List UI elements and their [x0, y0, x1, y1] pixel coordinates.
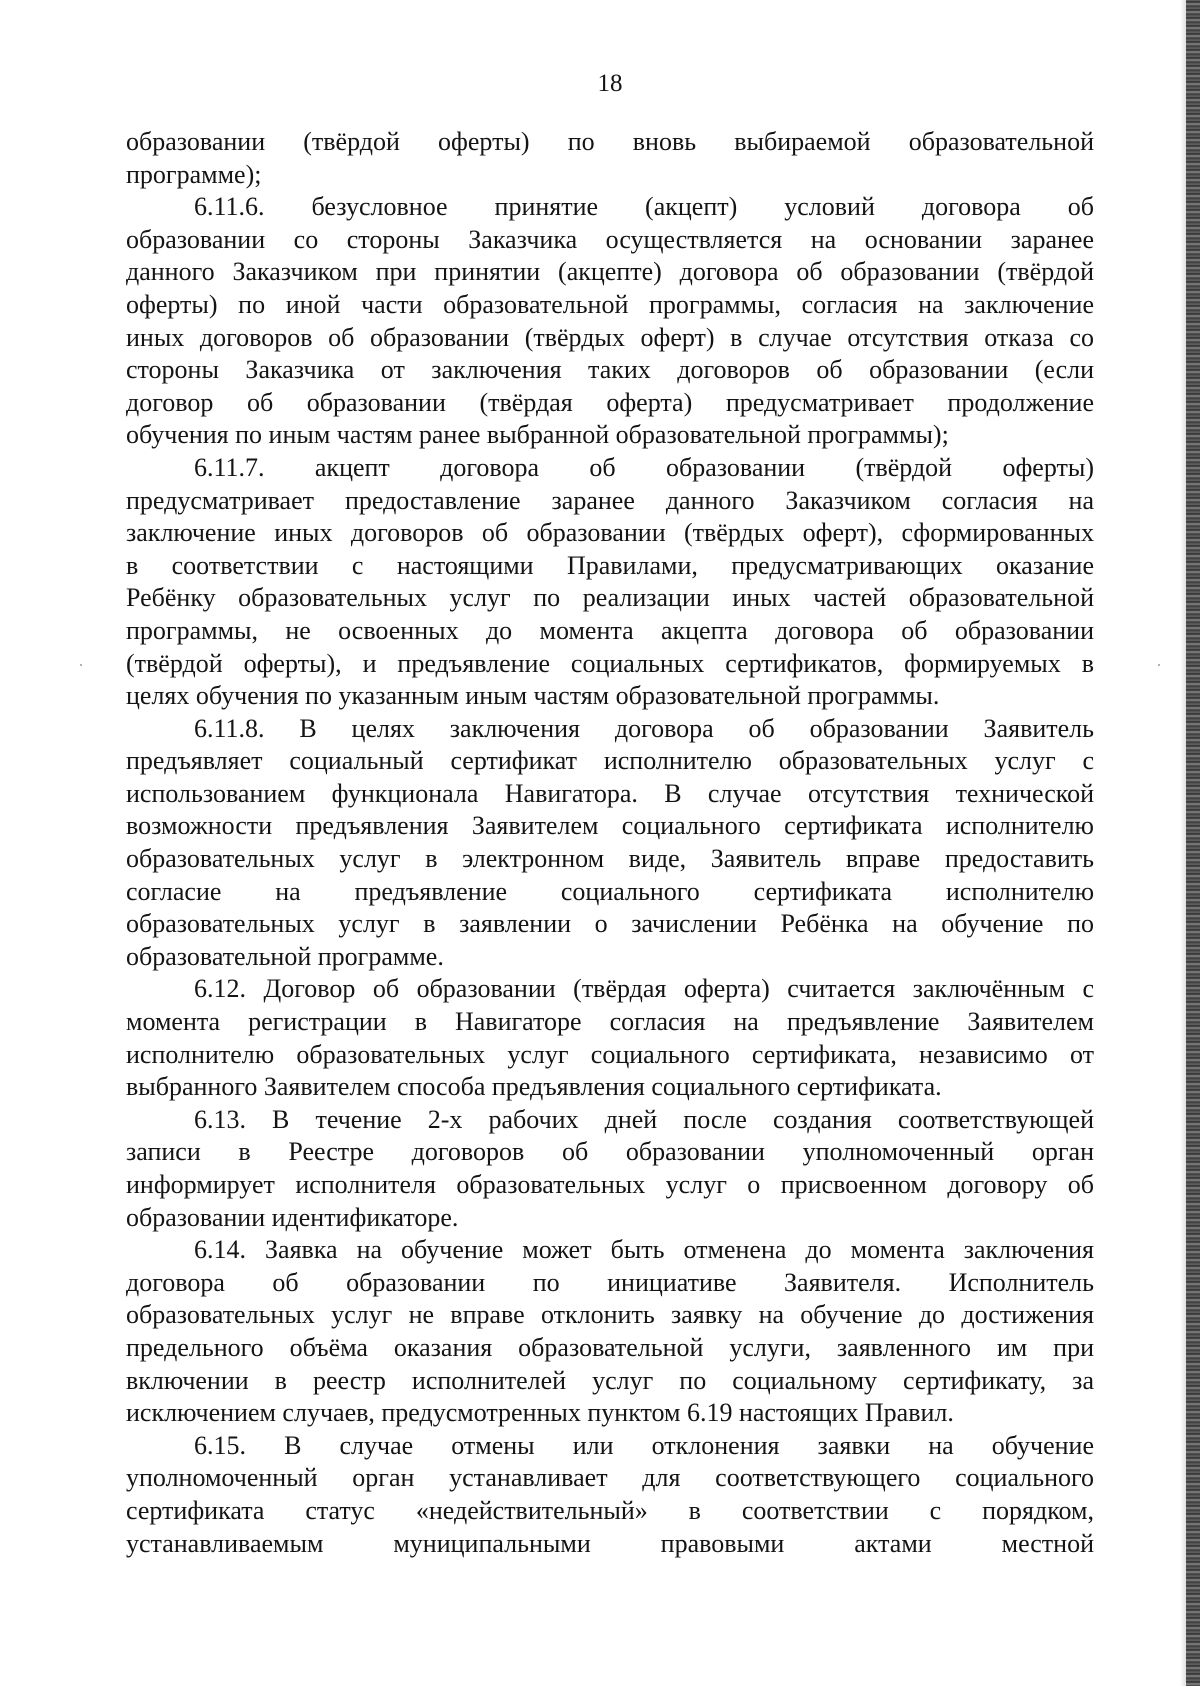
text-line: информирует исполнителя образовательных услуг о присвоенном договору об [126, 1170, 1094, 1199]
text-line: выбранного Заявителем способа предъявления социального сертификата. [126, 1072, 942, 1102]
text-line: сертификата статус «недействительный» в соответствии с порядком, [126, 1495, 1094, 1525]
text-line: образовании со стороны Заказчика осуществляется на основании заранее [126, 224, 1094, 254]
text-line: образовании (твёрдой оферты) по вновь выбираемой образовательной [126, 127, 1094, 156]
scan-speck [80, 664, 82, 666]
text-line: исключением случаев, предусмотренных пунктом 6.19 настоящих Правил. [126, 1398, 954, 1428]
text-line: (твёрдой оферты), и предъявление социальных сертификатов, формируемых в [126, 648, 1094, 678]
text-line: стороны Заказчика от заключения таких договоров об образовании (если [126, 355, 1094, 385]
text-line: образовательных услуг не вправе отклонить заявку на обучение до достижения [126, 1300, 1094, 1330]
text-line: предельного объёма оказания образовательной услуги, заявленного им при [126, 1332, 1094, 1362]
text-line: образовательных услуг в заявлении о зачислении Ребёнка на обучение по [126, 909, 1094, 939]
text-line: целях обучения по указанным иным частям образовательной программы. [126, 681, 940, 711]
text-line: 6.14. Заявка на обучение может быть отменена до момента заключения [194, 1235, 1094, 1265]
text-line: 6.11.6. безусловное принятие (акцепт) условий договора об [194, 192, 1094, 222]
text-line: 6.11.8. В целях заключения договора об образовании Заявитель [194, 713, 1094, 743]
document-body [126, 126, 1094, 1560]
text-line: 6.15. В случае отмены или отклонения заявки на обучение [194, 1430, 1094, 1460]
text-line: иных договоров об образовании (твёрдых оферт) в случае отсутствия отказа со [126, 322, 1094, 352]
text-line: договор об образовании (твёрдая оферта) предусматривает продолжение [126, 387, 1094, 417]
text-line: исполнителю образовательных услуг социального сертификата, независимо от [126, 1039, 1094, 1069]
text-line: заключение иных договоров об образовании (твёрдых оферт), сформированных [126, 518, 1094, 548]
text-line: оферты) по иной части образовательной программы, согласия на заключение [126, 289, 1094, 319]
text-line: программе); [126, 159, 262, 189]
text-line: согласие на предъявление социального сертификата исполнителю [126, 876, 1094, 906]
text-line: использованием функционала Навигатора. В случае отсутствия технической [126, 778, 1094, 808]
text-line: включении в реестр исполнителей услуг по социальному сертификату, за [126, 1365, 1094, 1395]
text-line: образовательной программе. [126, 941, 444, 971]
scan-speck [1158, 664, 1160, 666]
scan-edge [1186, 0, 1200, 1686]
text-line: образовании идентификаторе. [126, 1202, 459, 1232]
text-line: записи в Реестре договоров об образовании уполномоченный орган [126, 1137, 1094, 1167]
text-line: обучения по иным частям ранее выбранной образовательной программы); [126, 420, 949, 450]
text-line: образовательных услуг в электронном виде, Заявитель вправе предоставить [126, 844, 1094, 874]
text-line: момента регистрации в Навигаторе согласия на предъявление Заявителем [126, 1007, 1094, 1037]
text-line: 6.12. Договор об образовании (твёрдая оферта) считается заключённым с [194, 974, 1094, 1004]
text-line: уполномоченный орган устанавливает для соответствующего социального [126, 1463, 1094, 1493]
page-number: 18 [597, 70, 623, 97]
text-line: предусматривает предоставление заранее данного Заказчиком согласия на [126, 485, 1094, 515]
text-line: возможности предъявления Заявителем социального сертификата исполнителю [126, 811, 1094, 841]
text-line: 6.11.7. акцепт договора об образовании (твёрдой оферты) [194, 452, 1094, 482]
text-line: предъявляет социальный сертификат исполнителю образовательных услуг с [126, 746, 1094, 776]
text-line: 6.13. В течение 2-х рабочих дней после создания соответствующей [194, 1104, 1094, 1134]
text-line: программы, не освоенных до момента акцепта договора об образовании [126, 615, 1094, 645]
text-line: в соответствии с настоящими Правилами, предусматривающих оказание [126, 550, 1094, 580]
text-line: устанавливаемым муниципальными правовыми актами местной [126, 1528, 1094, 1558]
text-line: данного Заказчиком при принятии (акцепте) договора об образовании (твёрдой [126, 257, 1094, 287]
text-line: договора об образовании по инициативе Заявителя. Исполнитель [126, 1267, 1094, 1297]
text-line: Ребёнку образовательных услуг по реализации иных частей образовательной [126, 583, 1094, 613]
